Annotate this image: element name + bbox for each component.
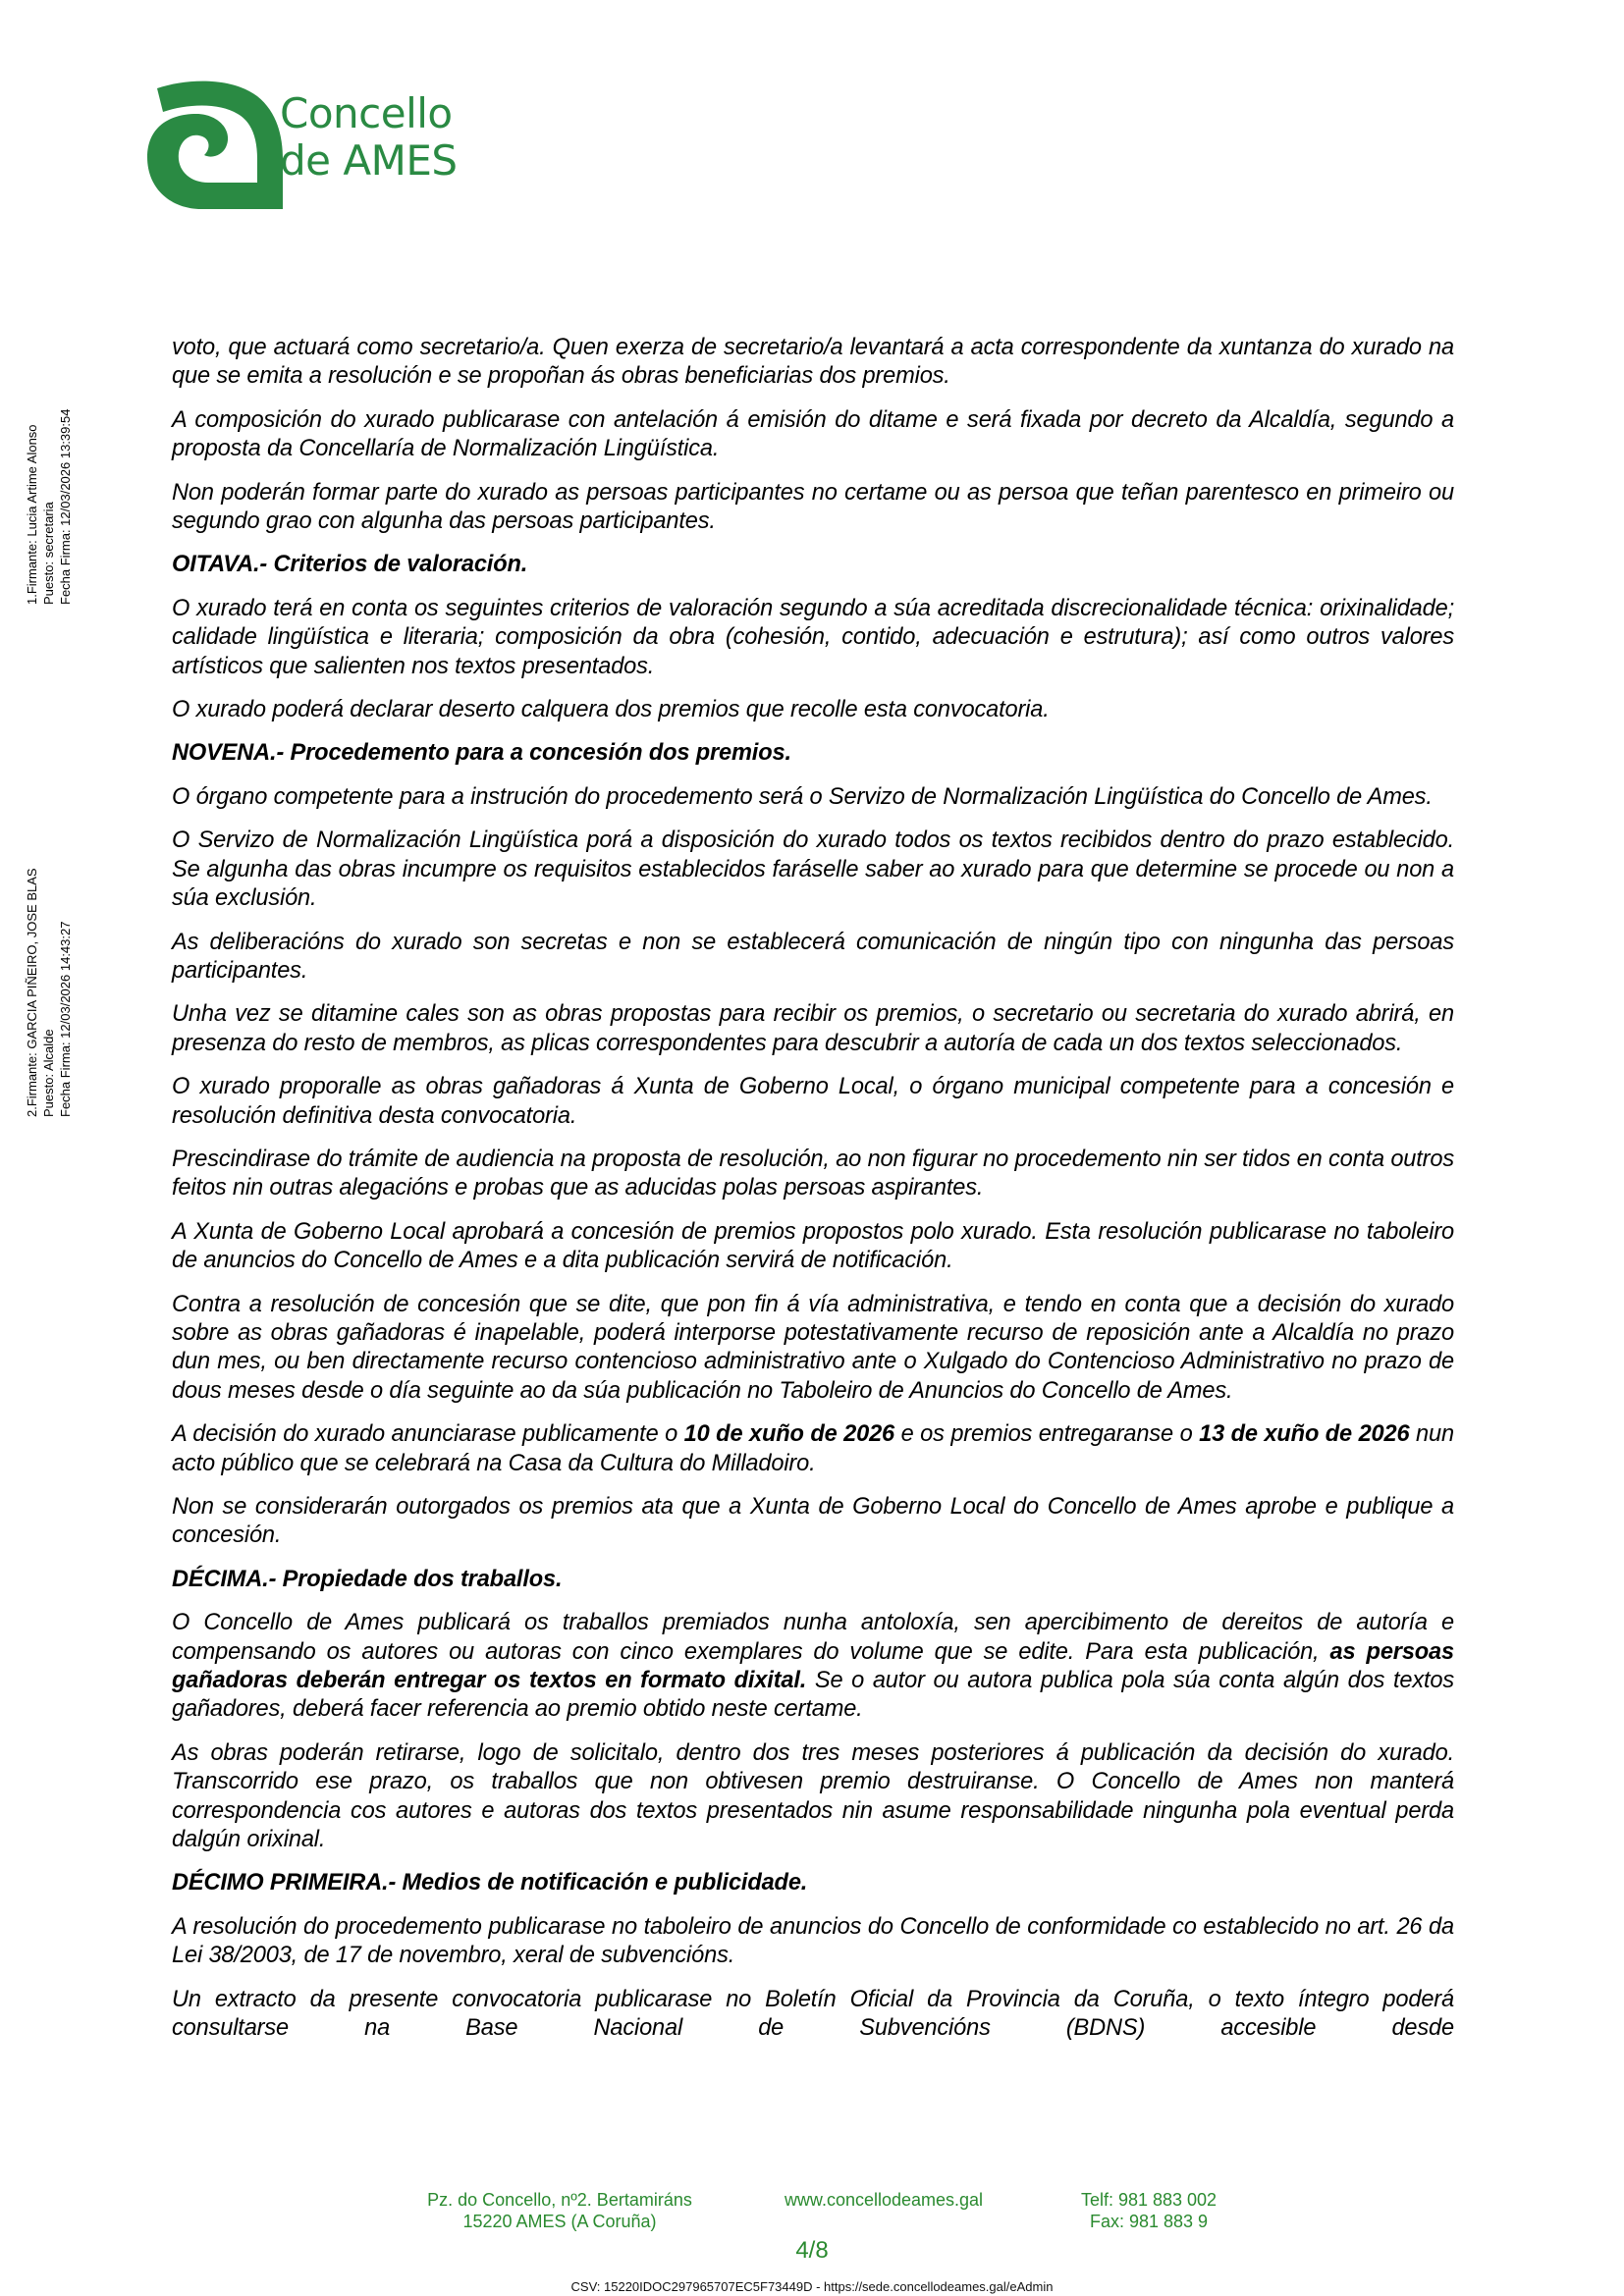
footer-website-link[interactable]: www.concellodeames.gal — [784, 2190, 984, 2210]
paragraph: voto, que actuará como secretario/a. Quen exerza de secretario/a levantará a acta correspondente da xuntanza do xurado na que se emita a resolución e se propoñan ás obras beneficiarias dos premios. — [172, 335, 1454, 390]
footer-address — [407, 2189, 712, 2232]
paragraph: Unha vez se ditamine cales son as obras propostas para recibir os premios, o secretario ou secretaria do xurado abrirá, en presenza do resto de membros, as plicas correspondentes para descubrir a autoría de cada un dos textos seleccionados. — [172, 1001, 1454, 1056]
decision-date: 10 de xuño de 2026 — [683, 1421, 895, 1448]
signer-position: Puesto: Alcalde — [41, 1029, 56, 1117]
award-ceremony-date: 13 de xuño de 2026 — [1199, 1421, 1410, 1448]
paragraph: Prescindirase do trámite de audiencia na proposta de resolución, ao non figurar no procedemento nin ser tidos en conta outros feitos nin outras alegacións e probas que as aducidas polas persoas aspirantes. — [172, 1146, 1454, 1201]
paragraph: Contra a resolución de concesión que se dite, que pon fin á vía administrativa, e tendo en conta que a decisión do xurado sobre as obras gañadoras é inapelable, poderá interporse potestativamente recurso de reposición ante a Alcaldía no prazo dun mes, ou ben directamente recurso contencioso administrativo ante o Xulgado do Contencioso Administrativo no prazo de dous meses desde o día seguinte ao da súa publicación no Taboleiro de Anuncios do Concello de Ames. — [172, 1291, 1454, 1404]
paragraph-publication — [172, 1609, 1454, 1725]
csv-verification-code: CSV: 15220IDOC297965707EC5F73449D - https://sede.concellodeames.gal/eAdmin — [570, 2279, 1054, 2294]
logo-line2: de AMES — [280, 136, 458, 185]
paragraph: A resolución do procedemento publicarase no taboleiro de anuncios do Concello de conformidade co establecido no art. 26 da Lei 38/2003, de 17 de novembro, xeral de subvencións. — [172, 1913, 1454, 1969]
text: Se o autor ou autora publica pola súa conta algún dos textos gañadores, deberá facer referencia ao premio obtido neste certame. — [172, 1668, 1454, 1723]
signer-name: 1.Firmante: Lucia Artime Alonso — [25, 424, 39, 605]
paragraph: O xurado terá en conta os seguintes criterios de valoración segundo a súa acreditada discrecionalidade técnica: orixinalidade; calidade lingüística e literaria; composición da obra (cohesión, contido, adecuación e estrutura); así como outros valores artísticos que salienten nos textos presentados. — [172, 595, 1454, 679]
section-heading-novena: NOVENA.- Procedemento para a concesión dos premios. — [172, 740, 791, 767]
paragraph: A composición do xurado publicarase con antelación á emisión do ditame e será fixada por decreto da Alcaldía, segundo a proposta da Concellaría de Normalización Lingüística. — [172, 406, 1454, 462]
paragraph: O xurado proporalle as obras gañadoras á Xunta de Goberno Local, o órgano municipal competente para a concesión e resolución definitiva desta convocatoria. — [172, 1074, 1454, 1129]
phone-number: Telf: 981 883 002 — [1080, 2190, 1218, 2210]
address-line1: Pz. do Concello, nº2. Bertamiráns — [427, 2190, 692, 2210]
text: O Concello de Ames publicará os traballos premiados nunha antoloxía, sen apercibimento de dereitos de autoría e compensando os autores ou autoras con cinco exemplares do volume que se edite. Para esta publicación, — [172, 1610, 1454, 1665]
page-number: 4/8 — [795, 2237, 829, 2264]
paragraph: Non poderán formar parte do xurado as persoas participantes no certame ou as persoa que teñan parentesco en primeiro ou segundo grao con algunha das persoas participantes. — [172, 479, 1454, 535]
signature-stamp-1 — [24, 409, 74, 605]
paragraph: O Servizo de Normalización Lingüística porá a disposición do xurado todos os textos recibidos dentro do prazo establecido. Se algunha das obras incumpre os requisitos establecidos faráselle saber ao xurado para que determine se procede ou non a súa exclusión. — [172, 828, 1454, 912]
signer-name: 2.Firmante: GARCIA PIÑEIRO, JOSE BLAS — [25, 868, 39, 1117]
paragraph: Non se considerarán outorgados os premios ata que a Xunta de Goberno Local do Concello de Ames aprobe e publique a concesión. — [172, 1494, 1454, 1549]
signer-position: Puesto: secretaria — [41, 502, 56, 605]
section-heading-oitava: OITAVA.- Criterios de valoración. — [172, 552, 528, 578]
section-heading-decima: DÉCIMA.- Propiedade dos traballos. — [172, 1566, 563, 1592]
footer-contact — [1060, 2189, 1237, 2232]
signature-date: Fecha Firma: 12/03/2026 14:43:27 — [58, 921, 73, 1117]
document-body — [172, 334, 1454, 2058]
section-heading-decimo-primeira: DÉCIMO PRIMEIRA.- Medios de notificación e publicidade. — [172, 1870, 808, 1896]
logo-line1: Concello — [280, 89, 453, 137]
paragraph: As obras poderán retirarse, logo de solicitalo, dentro dos tres meses posteriores á publicación da decisión do xurado. Transcorrido ese prazo, os traballos que non obtivesen premio destruiranse. O Concello de Ames non manterá correspondencia cos autores e autoras dos textos presentados nin asume responsabilidade ningunha pola eventual perda dalgún orixinal. — [172, 1739, 1454, 1853]
text: nun acto público que se celebrará na Casa da Cultura do Milladoiro. — [172, 1421, 1454, 1476]
paragraph: Un extracto da presente convocatoria publicarase no Boletín Oficial da Provincia da Coruña, o texto íntegro poderá consultarse na Base Nacional de Subvencións (BDNS) accesible desde — [172, 1986, 1454, 2042]
text: e os premios entregaranse o — [894, 1421, 1200, 1448]
paragraph: A Xunta de Goberno Local aprobará a concesión de premios propostos polo xurado. Esta resolución publicarase no taboleiro de anuncios do Concello de Ames e a dita publicación servirá de notificación. — [172, 1218, 1454, 1274]
paragraph: O xurado poderá declarar deserto calquera dos premios que recolle esta convocatoria. — [172, 697, 1050, 723]
fax-number: Fax: 981 883 9 — [1089, 2212, 1209, 2231]
logo-wordmark — [280, 90, 458, 185]
address-line2: 15220 AMES (A Coruña) — [462, 2212, 657, 2231]
concello-de-ames-logo-icon — [147, 77, 285, 209]
signature-stamp-2 — [24, 868, 74, 1117]
paragraph-award-dates — [172, 1420, 1454, 1478]
signature-date: Fecha Firma: 12/03/2026 13:39:54 — [58, 408, 73, 605]
text: A decisión do xurado anunciarase publicamente o — [172, 1421, 684, 1448]
paragraph: O órgano competente para a instrución do procedemento será o Servizo de Normalización Lingüística do Concello de Ames. — [172, 783, 1433, 810]
digital-format-requirement: as persoas gañadoras deberán entregar os textos en formato dixital. — [172, 1638, 1454, 1694]
paragraph: As deliberacións do xurado son secretas e non se establecerá comunicación de ningún tipo con ningunha das persoas participantes. — [172, 929, 1454, 984]
